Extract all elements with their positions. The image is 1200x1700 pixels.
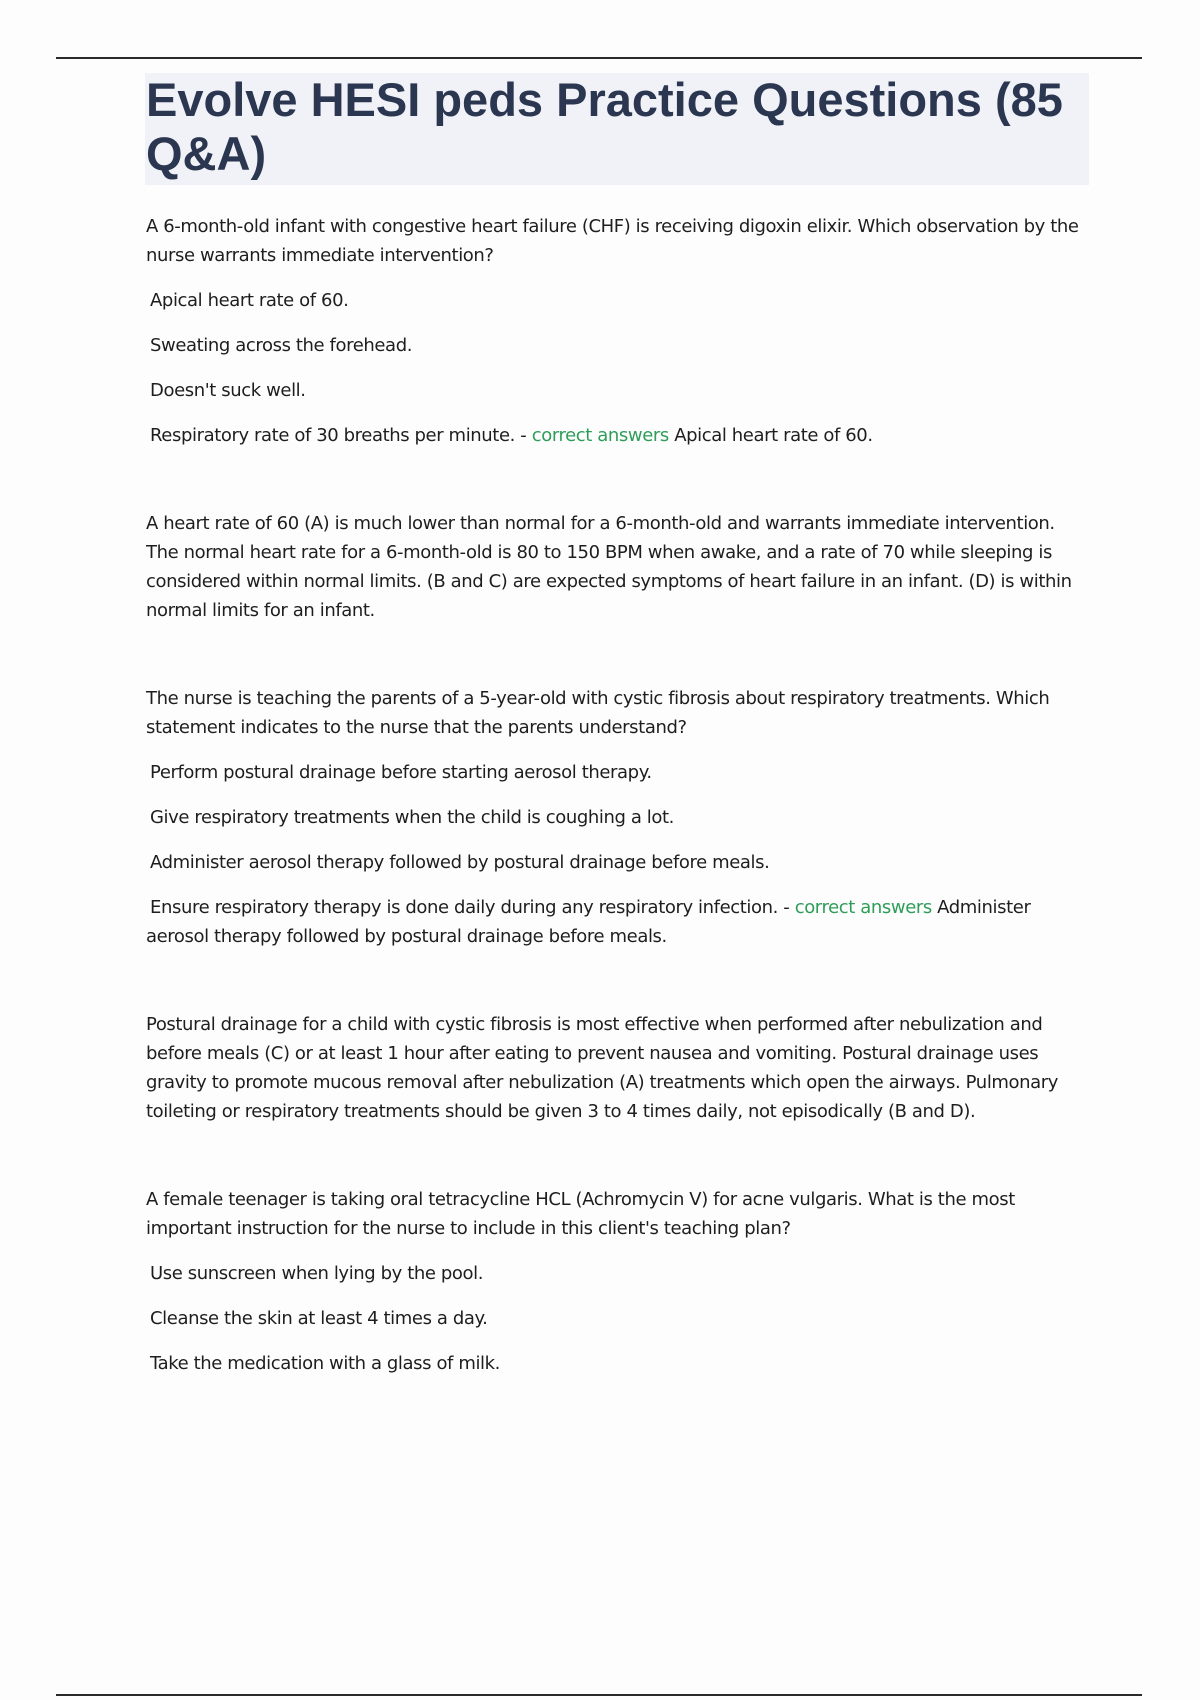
- answer-option: Respiratory rate of 30 breaths per minute. -: [150, 425, 527, 446]
- answer-option: Perform postural drainage before starting aerosol therapy.: [150, 762, 652, 783]
- question-stem: The nurse is teaching the parents of a 5-year-old with cystic fibrosis about respiratory treatments. Which statement indicates to the nurse that the parents understand?: [146, 688, 1050, 738]
- answer-option: Administer aerosol therapy followed by postural drainage before meals.: [150, 852, 770, 873]
- question-block: [146, 684, 1086, 1126]
- question-stem: A 6-month-old infant with congestive heart failure (CHF) is receiving digoxin elixir. Which observation by the nurse warrants immediate intervention?: [146, 216, 1079, 266]
- correct-answer-text: Apical heart rate of 60.: [674, 425, 873, 446]
- correct-answer-text: Administer aerosol therapy followed by postural drainage before meals.: [146, 897, 1031, 947]
- last-option-with-answer: [146, 893, 1086, 951]
- document-title: Evolve HESI peds Practice Questions (85 Q&A): [146, 73, 1063, 180]
- question-stem: A female teenager is taking oral tetracycline HCL (Achromycin V) for acne vulgaris. What is the most important instruction for the nurse to include in this client's teaching plan?: [146, 1189, 1015, 1239]
- top-rule: [56, 57, 1142, 59]
- answer-option: Doesn't suck well.: [150, 380, 306, 401]
- answer-option: Give respiratory treatments when the child is coughing a lot.: [150, 807, 674, 828]
- answer-option: Cleanse the skin at least 4 times a day.: [150, 1308, 488, 1329]
- document-body: [146, 212, 1086, 1394]
- answer-option: Use sunscreen when lying by the pool.: [150, 1263, 484, 1284]
- question-block: [146, 212, 1086, 625]
- answer-option: Sweating across the forehead.: [150, 335, 413, 356]
- last-option-with-answer: [146, 421, 1086, 450]
- correct-answers-label: correct answers: [531, 425, 669, 446]
- question-block: [146, 1185, 1086, 1378]
- answer-option: Ensure respiratory therapy is done daily during any respiratory infection. -: [150, 897, 790, 918]
- rationale-text: Postural drainage for a child with cystic fibrosis is most effective when performed after nebulization and before meals (C) or at least 1 hour after eating to prevent nausea and vomiting. Postural drainage uses gravity to promote mucous removal after nebulization (A) treatments which open the airways. Pulmonary toileting or respiratory treatments should be given 3 to 4 times daily, not episodically (B and D).: [146, 1014, 1059, 1122]
- correct-answers-label: correct answers: [794, 897, 932, 918]
- answer-option: Take the medication with a glass of milk.: [150, 1353, 500, 1374]
- bottom-rule: [56, 1694, 1142, 1696]
- answer-option: Apical heart rate of 60.: [150, 290, 349, 311]
- rationale-text: A heart rate of 60 (A) is much lower than normal for a 6-month-old and warrants immediate intervention. The normal heart rate for a 6-month-old is 80 to 150 BPM when awake, and a rate of 70 while sleeping is considered within normal limits. (B and C) are expected symptoms of heart failure in an infant. (D) is within normal limits for an infant.: [146, 513, 1072, 621]
